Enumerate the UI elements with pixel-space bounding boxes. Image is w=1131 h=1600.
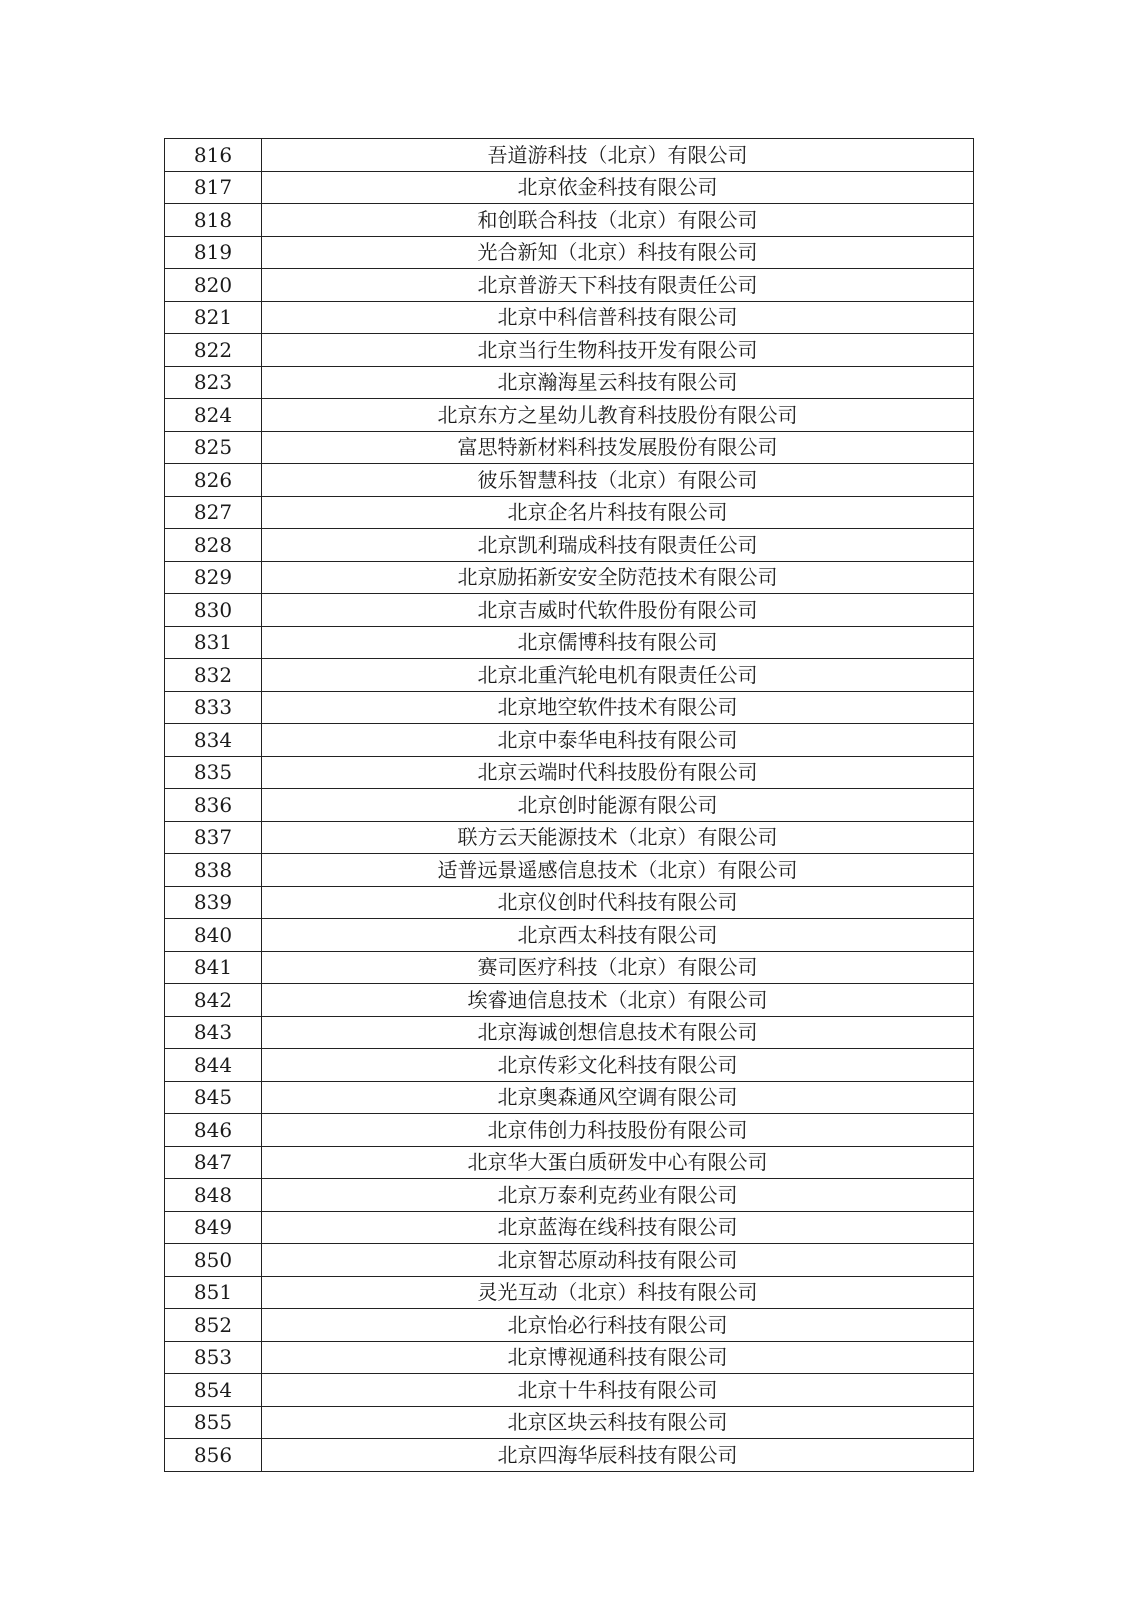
company-name: 北京当行生物科技开发有限公司 (262, 334, 974, 367)
table-row (165, 431, 974, 464)
company-name: 北京十牛科技有限公司 (262, 1374, 974, 1407)
company-name: 富思特新材料科技发展股份有限公司 (262, 431, 974, 464)
table-row (165, 204, 974, 237)
table-row (165, 724, 974, 757)
row-number: 822 (165, 334, 262, 367)
row-number: 841 (165, 951, 262, 984)
table-row (165, 1211, 974, 1244)
table-row (165, 1309, 974, 1342)
row-number: 848 (165, 1179, 262, 1212)
row-number: 846 (165, 1114, 262, 1147)
company-name: 北京怡必行科技有限公司 (262, 1309, 974, 1342)
row-number: 856 (165, 1439, 262, 1472)
table-row (165, 1341, 974, 1374)
table-row (165, 529, 974, 562)
table-row (165, 139, 974, 172)
row-number: 852 (165, 1309, 262, 1342)
row-number: 821 (165, 301, 262, 334)
table-row (165, 464, 974, 497)
company-name: 北京传彩文化科技有限公司 (262, 1049, 974, 1082)
table-row (165, 561, 974, 594)
company-name: 彼乐智慧科技（北京）有限公司 (262, 464, 974, 497)
table-row (165, 1016, 974, 1049)
table-row (165, 854, 974, 887)
table-row (165, 659, 974, 692)
row-number: 853 (165, 1341, 262, 1374)
row-number: 842 (165, 984, 262, 1017)
table-row (165, 1114, 974, 1147)
table-row (165, 269, 974, 302)
row-number: 836 (165, 789, 262, 822)
company-name: 北京区块云科技有限公司 (262, 1406, 974, 1439)
company-name: 北京西太科技有限公司 (262, 919, 974, 952)
table-row (165, 919, 974, 952)
table-row (165, 789, 974, 822)
company-name: 联方云天能源技术（北京）有限公司 (262, 821, 974, 854)
row-number: 835 (165, 756, 262, 789)
company-name: 适普远景遥感信息技术（北京）有限公司 (262, 854, 974, 887)
company-name: 和创联合科技（北京）有限公司 (262, 204, 974, 237)
row-number: 824 (165, 399, 262, 432)
row-number: 833 (165, 691, 262, 724)
table-row (165, 334, 974, 367)
table-row (165, 886, 974, 919)
company-name: 北京凯利瑞成科技有限责任公司 (262, 529, 974, 562)
company-name: 北京儒博科技有限公司 (262, 626, 974, 659)
row-number: 851 (165, 1276, 262, 1309)
table-row (165, 691, 974, 724)
company-name: 北京励拓新安安全防范技术有限公司 (262, 561, 974, 594)
table-row (165, 1049, 974, 1082)
company-name: 北京奥森通风空调有限公司 (262, 1081, 974, 1114)
company-name: 北京万泰利克药业有限公司 (262, 1179, 974, 1212)
table-row (165, 1146, 974, 1179)
company-name: 光合新知（北京）科技有限公司 (262, 236, 974, 269)
company-name: 北京海诚创想信息技术有限公司 (262, 1016, 974, 1049)
row-number: 816 (165, 139, 262, 172)
row-number: 829 (165, 561, 262, 594)
company-name: 吾道游科技（北京）有限公司 (262, 139, 974, 172)
company-name: 赛司医疗科技（北京）有限公司 (262, 951, 974, 984)
table-body (165, 139, 974, 1472)
row-number: 823 (165, 366, 262, 399)
table-row (165, 594, 974, 627)
company-name: 北京地空软件技术有限公司 (262, 691, 974, 724)
company-name: 北京仪创时代科技有限公司 (262, 886, 974, 919)
row-number: 830 (165, 594, 262, 627)
row-number: 854 (165, 1374, 262, 1407)
table-row (165, 821, 974, 854)
company-name: 北京企名片科技有限公司 (262, 496, 974, 529)
row-number: 826 (165, 464, 262, 497)
company-name: 北京云端时代科技股份有限公司 (262, 756, 974, 789)
row-number: 818 (165, 204, 262, 237)
company-name: 北京北重汽轮电机有限责任公司 (262, 659, 974, 692)
row-number: 831 (165, 626, 262, 659)
table-row (165, 1374, 974, 1407)
company-name: 北京中科信普科技有限公司 (262, 301, 974, 334)
row-number: 839 (165, 886, 262, 919)
row-number: 827 (165, 496, 262, 529)
company-name: 北京四海华辰科技有限公司 (262, 1439, 974, 1472)
company-table (164, 138, 974, 1472)
company-name: 灵光互动（北京）科技有限公司 (262, 1276, 974, 1309)
row-number: 845 (165, 1081, 262, 1114)
company-name: 北京华大蛋白质研发中心有限公司 (262, 1146, 974, 1179)
row-number: 847 (165, 1146, 262, 1179)
row-number: 855 (165, 1406, 262, 1439)
table-row (165, 496, 974, 529)
row-number: 844 (165, 1049, 262, 1082)
table-row (165, 1244, 974, 1277)
row-number: 849 (165, 1211, 262, 1244)
company-name: 北京普游天下科技有限责任公司 (262, 269, 974, 302)
row-number: 838 (165, 854, 262, 887)
company-name: 北京伟创力科技股份有限公司 (262, 1114, 974, 1147)
table-row (165, 756, 974, 789)
row-number: 850 (165, 1244, 262, 1277)
row-number: 834 (165, 724, 262, 757)
table-row (165, 951, 974, 984)
company-name: 北京东方之星幼儿教育科技股份有限公司 (262, 399, 974, 432)
row-number: 840 (165, 919, 262, 952)
table-row (165, 626, 974, 659)
company-name: 北京吉威时代软件股份有限公司 (262, 594, 974, 627)
table-row (165, 236, 974, 269)
row-number: 843 (165, 1016, 262, 1049)
table-row (165, 1081, 974, 1114)
row-number: 828 (165, 529, 262, 562)
company-name: 北京依金科技有限公司 (262, 171, 974, 204)
company-name: 埃睿迪信息技术（北京）有限公司 (262, 984, 974, 1017)
row-number: 837 (165, 821, 262, 854)
company-name: 北京瀚海星云科技有限公司 (262, 366, 974, 399)
table-row (165, 984, 974, 1017)
table-row (165, 1276, 974, 1309)
company-name: 北京蓝海在线科技有限公司 (262, 1211, 974, 1244)
row-number: 832 (165, 659, 262, 692)
table-row (165, 301, 974, 334)
table-row (165, 1179, 974, 1212)
company-name: 北京博视通科技有限公司 (262, 1341, 974, 1374)
row-number: 820 (165, 269, 262, 302)
table-row (165, 366, 974, 399)
row-number: 825 (165, 431, 262, 464)
row-number: 819 (165, 236, 262, 269)
table-row (165, 171, 974, 204)
company-name: 北京智芯原动科技有限公司 (262, 1244, 974, 1277)
table-row (165, 399, 974, 432)
company-name: 北京创时能源有限公司 (262, 789, 974, 822)
document-page (164, 138, 974, 1472)
table-row (165, 1406, 974, 1439)
table-row (165, 1439, 974, 1472)
company-name: 北京中泰华电科技有限公司 (262, 724, 974, 757)
row-number: 817 (165, 171, 262, 204)
